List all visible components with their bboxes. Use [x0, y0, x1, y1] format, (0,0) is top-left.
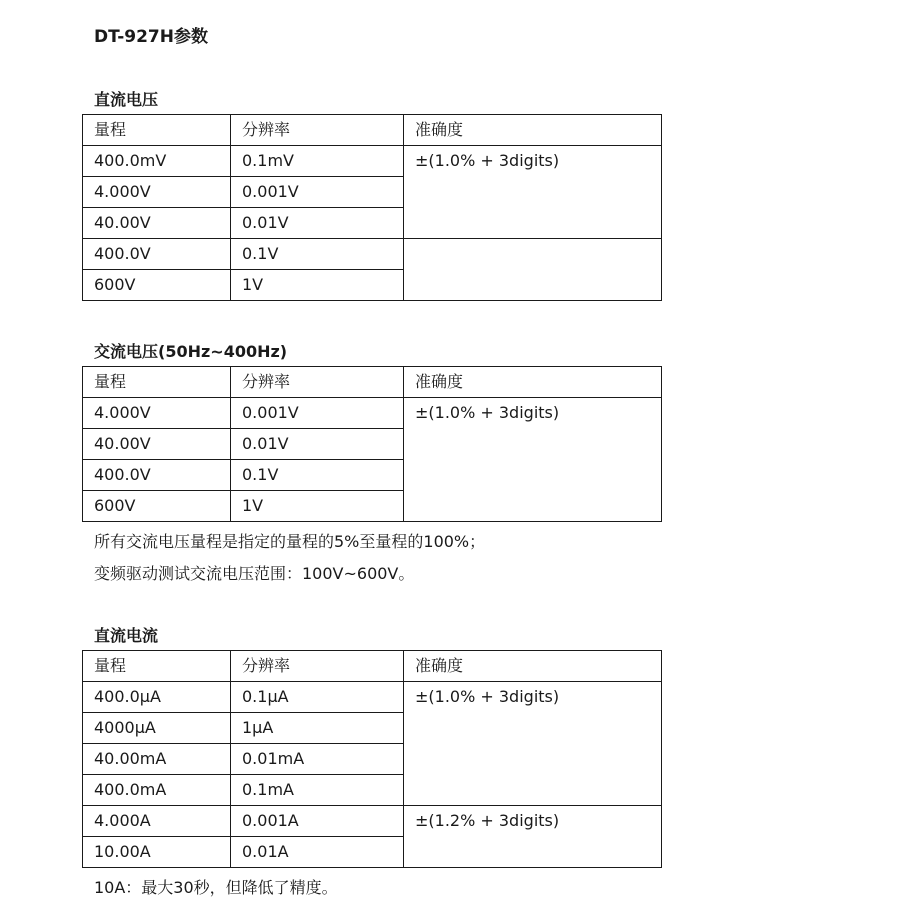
range-cell: 40.00V: [83, 208, 231, 239]
range-cell: 4.000V: [83, 398, 231, 429]
resolution-cell: 0.001V: [231, 398, 404, 429]
note-10a-limit: 10A：最大30秒，但降低了精度。: [94, 878, 338, 897]
resolution-cell: 1V: [231, 491, 404, 522]
table-row: [83, 239, 662, 270]
range-cell: 4000μA: [83, 713, 231, 744]
range-cell: 40.00V: [83, 429, 231, 460]
header-resolution: 分辨率: [231, 651, 404, 682]
resolution-cell: 1V: [231, 270, 404, 301]
section-heading-ac-voltage: 交流电压(50Hz~400Hz): [94, 342, 288, 361]
accuracy-cell: ±(1.0% + 3digits): [404, 146, 662, 239]
accuracy-cell: [404, 239, 662, 301]
resolution-cell: 0.001A: [231, 806, 404, 837]
table-row: [83, 806, 662, 837]
table-header-row: [83, 367, 662, 398]
resolution-cell: 0.1mV: [231, 146, 404, 177]
resolution-cell: 0.001V: [231, 177, 404, 208]
resolution-cell: 0.01A: [231, 837, 404, 868]
ac-voltage-table: [82, 366, 662, 522]
header-range: 量程: [83, 115, 231, 146]
dc-voltage-table: [82, 114, 662, 301]
accuracy-cell: ±(1.0% + 3digits): [404, 682, 662, 806]
header-range: 量程: [83, 367, 231, 398]
accuracy-cell: ±(1.0% + 3digits): [404, 398, 662, 522]
range-cell: 4.000V: [83, 177, 231, 208]
dc-current-table: [82, 650, 662, 868]
range-cell: 400.0V: [83, 460, 231, 491]
header-range: 量程: [83, 651, 231, 682]
range-cell: 600V: [83, 491, 231, 522]
range-cell: 10.00A: [83, 837, 231, 868]
resolution-cell: 0.01V: [231, 208, 404, 239]
range-cell: 600V: [83, 270, 231, 301]
range-cell: 40.00mA: [83, 744, 231, 775]
section-heading-dc-voltage: 直流电压: [94, 90, 159, 109]
resolution-cell: 0.01V: [231, 429, 404, 460]
range-cell: 4.000A: [83, 806, 231, 837]
page-title: DT-927H参数: [94, 27, 208, 47]
header-accuracy: 准确度: [404, 367, 662, 398]
range-cell: 400.0μA: [83, 682, 231, 713]
note-ac-range: 所有交流电压量程是指定的量程的5%至量程的100%；: [94, 532, 486, 551]
range-cell: 400.0mA: [83, 775, 231, 806]
header-accuracy: 准确度: [404, 115, 662, 146]
table-header-row: [83, 651, 662, 682]
resolution-cell: 0.1mA: [231, 775, 404, 806]
table-row: [83, 682, 662, 713]
note-vfd-range: 变频驱动测试交流电压范围：100V~600V。: [94, 564, 415, 583]
header-resolution: 分辨率: [231, 115, 404, 146]
accuracy-cell: ±(1.2% + 3digits): [404, 806, 662, 868]
resolution-cell: 0.01mA: [231, 744, 404, 775]
resolution-cell: 1μA: [231, 713, 404, 744]
resolution-cell: 0.1V: [231, 239, 404, 270]
range-cell: 400.0mV: [83, 146, 231, 177]
resolution-cell: 0.1μA: [231, 682, 404, 713]
header-resolution: 分辨率: [231, 367, 404, 398]
resolution-cell: 0.1V: [231, 460, 404, 491]
header-accuracy: 准确度: [404, 651, 662, 682]
table-row: [83, 398, 662, 429]
section-heading-dc-current: 直流电流: [94, 626, 159, 645]
table-row: [83, 146, 662, 177]
range-cell: 400.0V: [83, 239, 231, 270]
table-header-row: [83, 115, 662, 146]
